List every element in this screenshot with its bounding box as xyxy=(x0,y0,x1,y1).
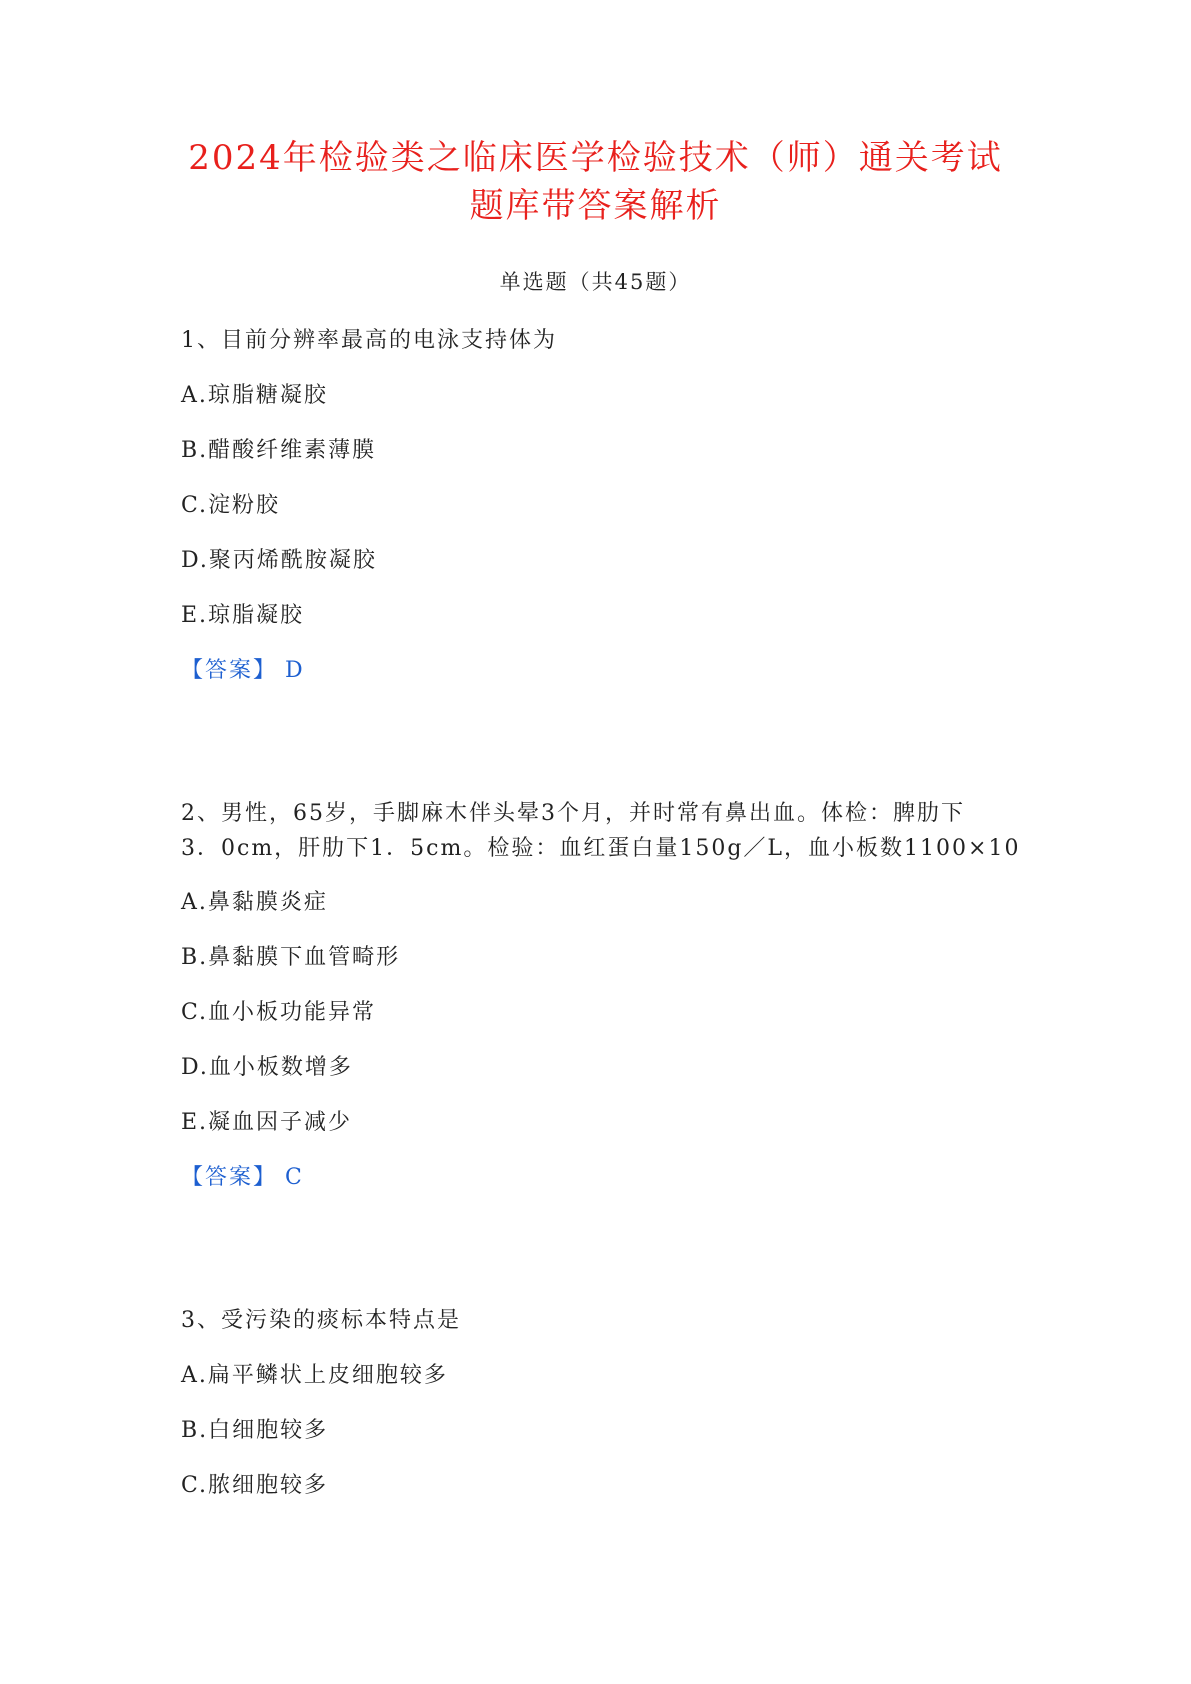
question-2-answer xyxy=(181,1163,304,1193)
question-2-option-e: E.凝血因子减少 xyxy=(181,1110,353,1135)
question-2-option-c: C.血小板功能异常 xyxy=(181,1000,377,1025)
question-1-stem: 1、目前分辨率最高的电泳支持体为 xyxy=(181,328,557,353)
question-1-option-e: E.琼脂凝胶 xyxy=(181,603,305,628)
question-2-stem-line-1: 2、男性，65岁，手脚麻木伴头晕3个月，并时常有鼻出血。体检：脾肋下 xyxy=(181,801,965,826)
question-3-option-c: C.脓细胞较多 xyxy=(181,1473,329,1498)
question-1-option-d: D.聚丙烯酰胺凝胶 xyxy=(181,548,377,573)
question-1-option-a: A.琼脂糖凝胶 xyxy=(181,383,328,408)
question-1-option-c: C.淀粉胶 xyxy=(181,493,281,518)
question-3-stem: 3、受污染的痰标本特点是 xyxy=(181,1308,461,1333)
question-3-option-b: B.白细胞较多 xyxy=(181,1418,329,1443)
question-2-stem-line-2: 3．0cm，肝肋下1．5cm。检验：血红蛋白量150g／L，血小板数1100×10 xyxy=(181,836,1021,861)
answer-label: 【答案】 xyxy=(181,658,278,683)
question-1-option-b: B.醋酸纤维素薄膜 xyxy=(181,438,377,463)
question-3-option-a: A.扁平鳞状上皮细胞较多 xyxy=(181,1363,448,1388)
answer-label: 【答案】 xyxy=(181,1165,278,1190)
question-1-answer xyxy=(181,656,305,686)
section-heading: 单选题（共45题） xyxy=(499,270,692,294)
question-2-option-b: B.鼻黏膜下血管畸形 xyxy=(181,945,401,970)
question-2-option-d: D.血小板数增多 xyxy=(181,1055,353,1080)
question-2-option-a: A.鼻黏膜炎症 xyxy=(181,890,328,915)
answer-value: C xyxy=(285,1165,304,1190)
answer-value: D xyxy=(285,658,305,683)
document-title-line-1: 2024年检验类之临床医学检验技术（师）通关考试 xyxy=(188,138,1003,178)
document-title-line-2: 题库带答案解析 xyxy=(469,186,722,226)
